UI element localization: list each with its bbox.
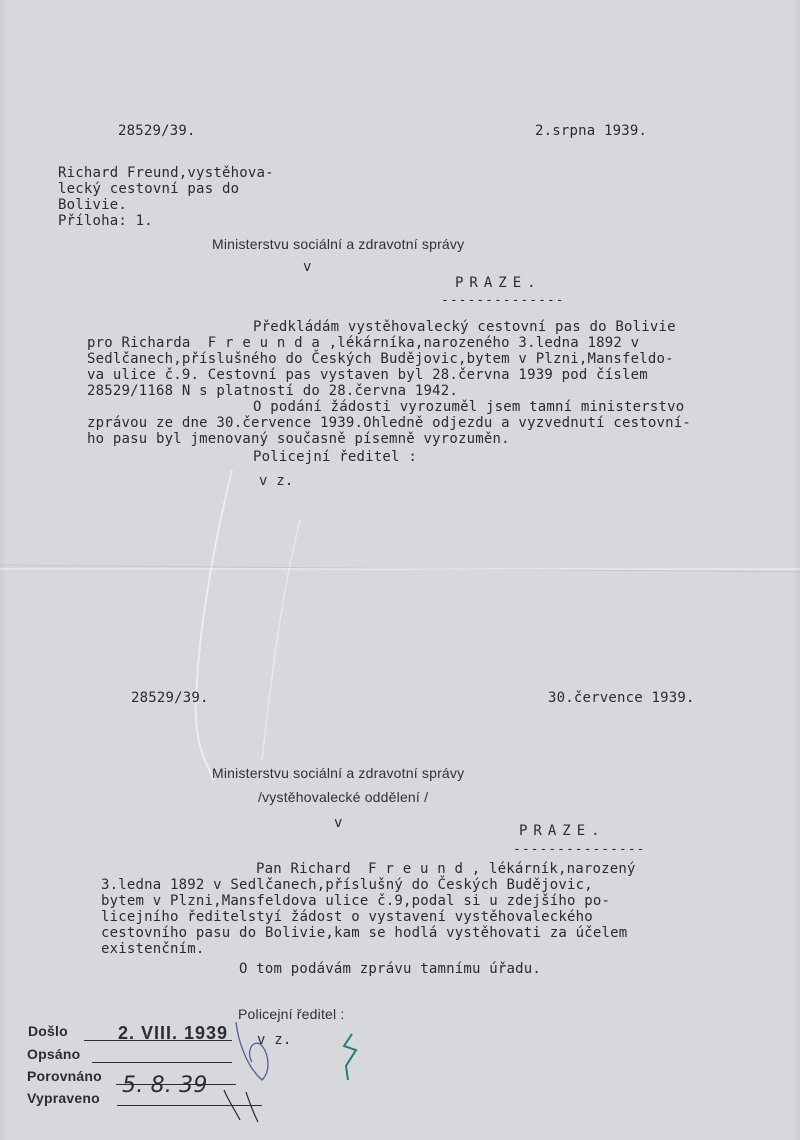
letter2-body-line: Pan Richard F r e u n d , lékárník,narozený [256,861,636,877]
letter2-body-line: licejního ředitelstyí žádost o vystavení vystěhovaleckého [101,909,593,925]
letter2-city: PRAZE. [519,823,606,839]
letter1-ref: 28529/39. [118,123,196,139]
letter1-body-line: Sedlčanech,příslušného do Českých Budějovic,bytem v Plzni,Mansfeldo- [87,351,674,367]
letter1-subject-line: Richard Freund,vystěhova- [58,165,274,181]
letter1-body-line: 28529/1168 N s platností do 28.června 1942. [87,383,459,399]
letter1-date: 2.srpna 1939. [535,123,648,139]
initials-scribble [236,1022,268,1080]
letter1-city: PRAZE. [455,275,542,291]
letter1-body-line: ho pasu byl jmenovaný současně písemně vyrozuměn. [87,431,510,447]
letter1-signature-title: Policejní ředitel : [253,449,417,465]
letter2-body-line: 3.ledna 1892 v Sedlčanech,příslušný do Českých Budějovic, [101,877,593,893]
letter2-addressee: Ministerstvu sociální a zdravotní správy [212,765,465,781]
letter2-body-line: existenčním. [101,941,205,957]
letter2-department: /vystěhovalecké oddělení / [258,789,429,805]
letter1-body-line: Předkládám vystěhovalecký cestovní pas do Bolivie [253,319,676,335]
stamp-label-porovnano: Porovnáno [27,1068,102,1084]
letter2-city-underline: --------------- [513,842,646,857]
stamp-label-vypraveno: Vypraveno [27,1090,100,1106]
teal-check-mark [344,1034,356,1080]
letter2-body-line: cestovního pasu do Bolivie,kam se hodlá vystěhovati za účelem [101,925,628,941]
letter2-signature-title: Policejní ředitel : [238,1006,345,1022]
letter2-body-line: bytem v Plzni,Mansfeldova ulice č.9,podal si u zdejšího po- [101,893,611,909]
letter2-date: 30.července 1939. [548,690,695,706]
letter1-subject-line: Bolivie. [58,197,128,213]
letter1-preposition: v [303,259,312,275]
letter1-city-underline: -------------- [441,293,565,308]
letter2-body-line: O tom podávám zprávu tamnímu úřadu. [239,961,542,977]
letter1-body-line: zprávou ze dne 30.července 1939.Ohledně odjezdu a vyzvednutí cestovní- [87,415,692,431]
letter1-body-line: va ulice č.9. Cestovní pas vystaven byl 28.června 1939 pod číslem [87,367,648,383]
letter1-signature-vz: v z. [259,473,294,489]
letter2-signature-vz: v z. [257,1032,292,1048]
letter1-attachment: Příloha: 1. [58,213,153,229]
letter1-subject-line: lecký cestovní pas do [58,181,240,197]
stamp-doslo-value: 2. VIII. 1939 [118,1023,229,1043]
stamp-label-doslo: Došlo [28,1023,68,1039]
stamp-scribble [224,1090,258,1122]
letter1-addressee: Ministerstvu sociální a zdravotní správy [212,236,465,252]
stamp-vypraveno-value: 5. 8. 39 [122,1073,208,1098]
letter2-preposition: v [334,815,343,831]
letter1-body-line: pro Richarda F r e u n d a ,lékárníka,narozeného 3.ledna 1892 v [87,335,640,351]
letter1-body-line: O podání žádosti vyrozuměl jsem tamní ministerstvo [253,399,685,415]
letter2-ref: 28529/39. [131,690,209,706]
stamp-label-opsano: Opsáno [27,1046,81,1062]
